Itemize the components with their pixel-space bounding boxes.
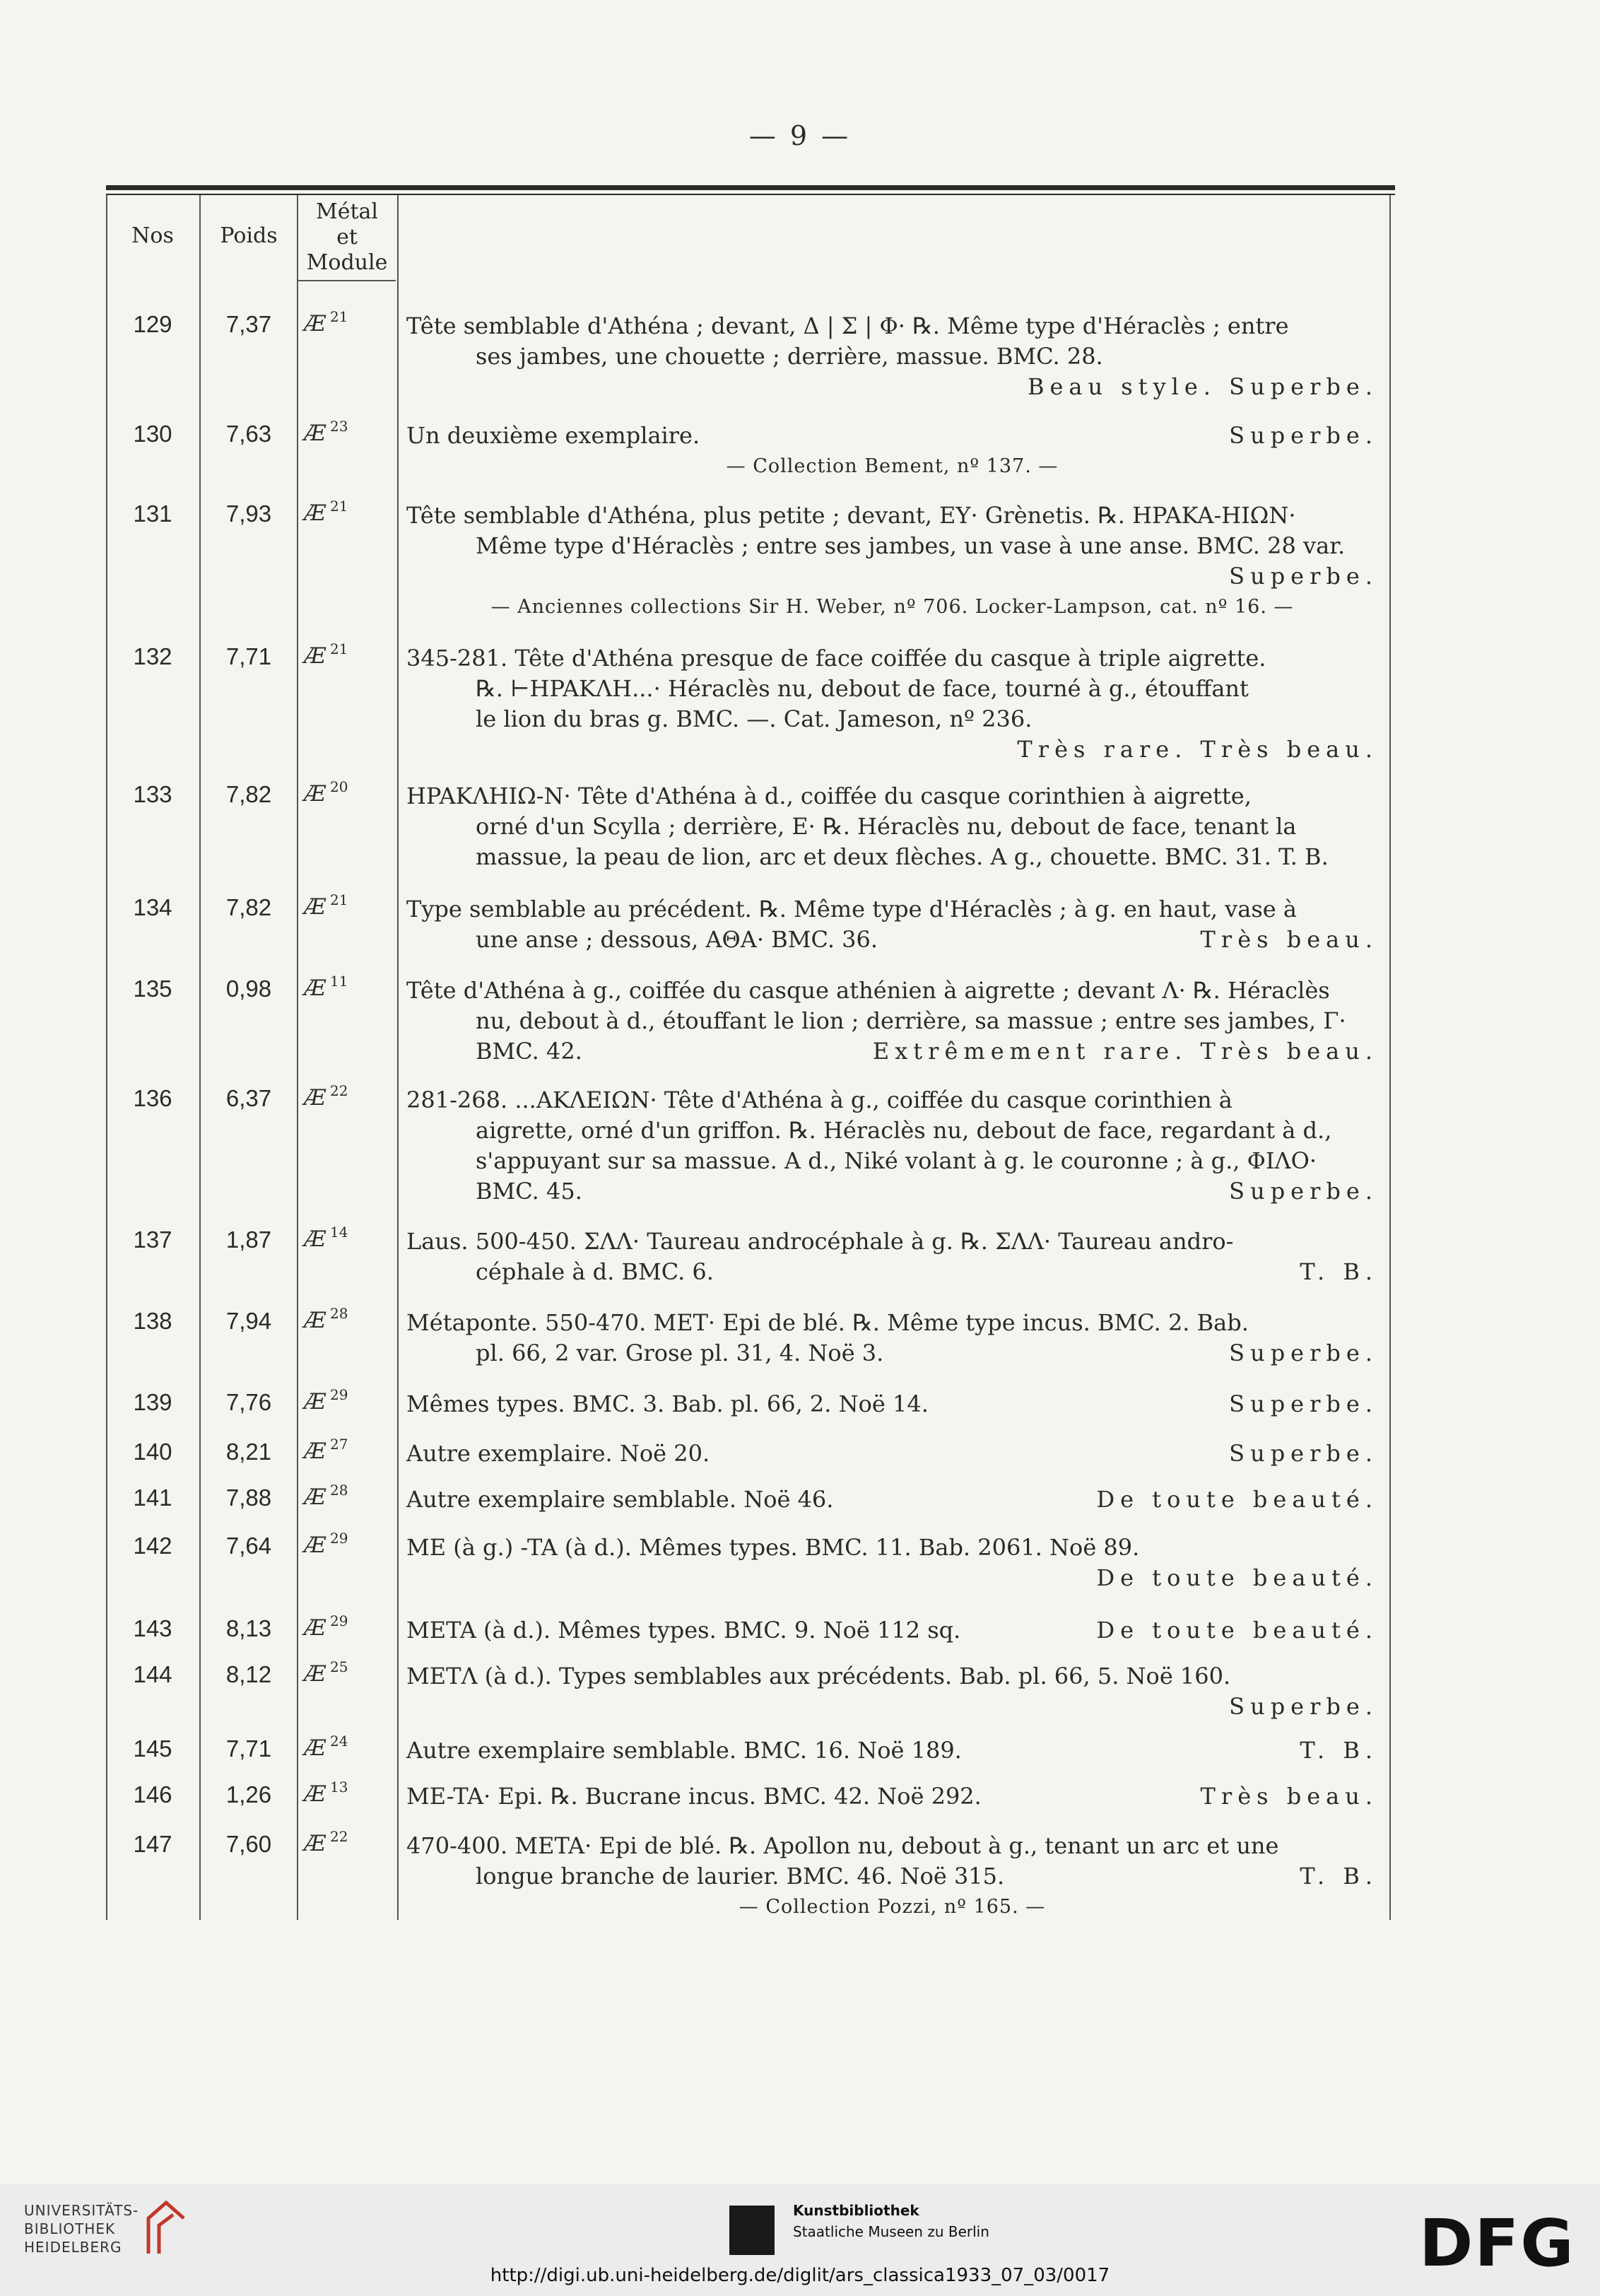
entry-description [406,1484,1378,1515]
module: 21 [330,640,348,657]
entry-weight: 7,37 [225,311,272,337]
entry-number: 144 [133,1661,172,1687]
module: 28 [330,1482,348,1499]
table-top-rule-thin [106,194,1395,195]
description-line: céphale à d. BMC. 6. [476,1258,714,1285]
metal: Æ [304,781,327,807]
entry-description [406,1615,1378,1646]
grade: T. B. [1300,1863,1378,1890]
grade: Superbe. [1229,1178,1378,1205]
entry-weight: 1,26 [225,1781,272,1808]
provenance-note: — Collection Bement, nº 137. — [726,455,1059,477]
grade: De toute beauté. [1096,1617,1378,1644]
description-line: massue, la peau de lion, arc et deux flèches. A g., chouette. BMC. 31. T. B. [476,843,1329,870]
entry-metal-module [304,640,403,669]
description-line: Autre exemplaire. Noë 20. [406,1440,710,1467]
description-line: pl. 66, 2 var. Grose pl. 31, 4. Noë 3. [476,1340,884,1366]
grade: Superbe. [1229,563,1378,590]
description-line: ME (à g.) -TA (à d.). Mêmes types. BMC. 11. Bab. 2061. Noë 89. [406,1534,1140,1561]
entry-metal-module [304,1612,403,1641]
uni-line: BIBLIOTHEK [24,2220,116,2237]
entry-metal-module [304,1781,403,1807]
entry-description [406,311,1378,402]
kb-title: Kunstbibliothek [793,2202,919,2219]
description-line: 470-400. META· Epi de blé. ℞. Apollon nu, debout à g., tenant un arc et une [406,1832,1279,1859]
metal: Æ [304,1389,327,1414]
university-logo-icon [141,2197,191,2261]
entry-number: 130 [133,421,172,447]
kunstbibliothek-logo-icon [729,2206,775,2255]
module: 11 [330,973,348,990]
entry-number: 141 [133,1484,172,1511]
dfg-logo: DFG [1419,2206,1575,2281]
entry-number: 143 [133,1615,172,1641]
entry-number: 133 [133,781,172,807]
entry-weight: 7,82 [225,781,272,807]
description-line: Type semblable au précédent. ℞. Même type d'Héraclès ; à g. en haut, vase à [406,896,1297,922]
grade: Superbe. [1229,1390,1378,1417]
description-line: Laus. 500-450. ΣΛΛ· Taureau androcéphale à g. ℞. ΣΛΛ· Taureau andro- [406,1228,1234,1255]
grade: Beau style. Superbe. [1027,373,1378,400]
entry-description [406,1389,1378,1419]
entry-description [406,976,1378,1067]
entry-description [406,1085,1378,1207]
description-line: META (à d.). Mêmes types. BMC. 9. Noë 112 sq. [406,1617,961,1644]
metal: Æ [304,1226,327,1252]
description-line: Autre exemplaire semblable. BMC. 16. Noë 189. [406,1737,962,1764]
metal: Æ [304,1661,327,1687]
grade: Superbe. [1229,1693,1378,1720]
entry-metal-module [304,1658,403,1687]
entry-weight: 7,64 [225,1533,272,1559]
module: 22 [330,1828,348,1845]
module: 20 [330,778,348,795]
description-line: BMC. 45. [476,1178,582,1205]
description-line: ME-TA· Epi. ℞. Bucrane incus. BMC. 42. Noë 292. [406,1783,982,1810]
metal: Æ [304,1533,327,1558]
entry-metal-module [304,778,403,807]
entry-number: 132 [133,643,172,669]
description-line: BMC. 42. [476,1038,582,1065]
description-line: 281-268. ...AKΛEIΩN· Tête d'Athéna à g., coiffée du casque corinthien à [406,1086,1233,1113]
module: 14 [330,1224,348,1241]
description-line: Mêmes types. BMC. 3. Bab. pl. 66, 2. Noë 14. [406,1390,929,1417]
kunstbibliothek-text [793,2200,989,2242]
description-line: aigrette, orné d'un griffon. ℞. Héraclès nu, debout de face, regardant à d., [476,1117,1332,1144]
provenance-note: — Anciennes collections Sir H. Weber, nº 706. Locker-Lampson, cat. nº 16. — [490,596,1294,618]
entry-number: 134 [133,894,172,920]
entry-description [406,1533,1378,1593]
grade: De toute beauté. [1096,1564,1378,1591]
entry-weight: 7,93 [225,500,272,527]
module: 29 [330,1386,348,1403]
footer-bar [0,2184,1600,2296]
entry-metal-module [304,1305,403,1333]
module: 29 [330,1612,348,1629]
entry-number: 145 [133,1735,172,1762]
entry-metal-module [304,1828,403,1856]
grade: Superbe. [1229,1340,1378,1366]
entry-weight: 8,13 [225,1615,272,1641]
kb-subtitle: Staatliche Museen zu Berlin [793,2223,989,2240]
entry-description [406,643,1378,765]
description-line: Tête semblable d'Athéna ; devant, Δ | Σ | Φ· ℞. Même type d'Héraclès ; entre [406,312,1289,339]
description-line: Métaponte. 550-470. MET· Epi de blé. ℞. Même type incus. BMC. 2. Bab. [406,1309,1249,1336]
entry-description [406,500,1378,622]
metal: Æ [304,1308,327,1333]
entry-description [406,1831,1378,1922]
description-line: Même type d'Héraclès ; entre ses jambes, un vase à une anse. BMC. 28 var. [476,532,1346,559]
entry-description [406,1661,1378,1722]
entry-description [406,1226,1378,1287]
entry-metal-module [304,1436,403,1464]
module: 22 [330,1082,348,1099]
entry-number: 136 [133,1085,172,1111]
grade: De toute beauté. [1096,1486,1378,1513]
entry-description [406,1439,1378,1469]
provenance-note: — Collection Pozzi, nº 165. — [739,1896,1046,1918]
university-library-logo-text [24,2201,139,2256]
module: 27 [330,1436,348,1453]
entry-weight: 7,71 [225,643,272,669]
description-line: Tête semblable d'Athéna, plus petite ; devant, EY· Grènetis. ℞. HPAKA-HIΩN· [406,502,1296,529]
module: 13 [330,1779,348,1796]
header-rule [297,280,396,281]
description-line: METΛ (à d.). Types semblables aux précédents. Bab. pl. 66, 5. Noë 160. [406,1663,1231,1689]
entry-metal-module [304,1386,403,1414]
grade: T. B. [1300,1737,1378,1764]
description-line: 345-281. Tête d'Athéna presque de face coiffée du casque à triple aigrette. [406,645,1266,672]
description-line: Autre exemplaire semblable. Noë 46. [406,1486,834,1513]
module: 25 [330,1658,348,1675]
entry-weight: 1,87 [225,1226,272,1253]
description-line: une anse ; dessous, AΘA· BMC. 36. [476,926,878,953]
entry-metal-module [304,418,403,446]
entry-weight: 7,88 [225,1484,272,1511]
metal: Æ [304,1735,327,1761]
description-line: orné d'un Scylla ; derrière, E· ℞. Héraclès nu, debout de face, tenant la [476,813,1297,840]
entry-number: 131 [133,500,172,527]
module: 24 [330,1733,348,1750]
entry-description [406,781,1378,872]
entry-weight: 8,21 [225,1439,272,1465]
description-line: nu, debout à d., étouffant le lion ; derrière, sa massue ; entre ses jambes, Γ· [476,1007,1346,1034]
entry-metal-module [304,500,403,526]
page-number: — 9 — [748,120,852,151]
module: 21 [330,498,348,515]
metal: Æ [304,1831,327,1856]
entry-weight: 7,76 [225,1389,272,1415]
entry-weight: 8,12 [225,1661,272,1687]
metal: Æ [304,1781,327,1807]
entry-metal-module [304,1226,403,1252]
description-line: s'appuyant sur sa massue. A d., Niké volant à g. le couronne ; à g., ΦIΛO· [476,1147,1317,1174]
entry-number: 138 [133,1308,172,1334]
entry-metal-module [304,1484,403,1510]
grade: Très beau. [1200,1783,1378,1810]
entry-number: 139 [133,1389,172,1415]
module: 28 [330,1305,348,1322]
description-line: Un deuxième exemplaire. [406,422,700,449]
description-line: longue branche de laurier. BMC. 46. Noë 315. [476,1863,1005,1890]
entry-metal-module [304,973,403,1001]
description-line: Tête d'Athéna à g., coiffée du casque athénien à aigrette ; devant Λ· ℞. Héraclès [406,977,1330,1004]
grade: Extrêmement rare. Très beau. [872,1038,1378,1065]
grade: Très rare. Très beau. [1017,736,1378,763]
metal: Æ [304,1615,327,1641]
header-nos: Nos [131,223,174,248]
description-line: HPAKΛHIΩ-N· Tête d'Athéna à d., coiffée du casque corinthien à aigrette, [406,783,1252,809]
metal: Æ [304,1439,327,1464]
metal: Æ [304,1085,327,1111]
metal: Æ [304,1484,327,1510]
module: 21 [330,891,348,908]
entry-number: 142 [133,1533,172,1559]
description-line: le lion du bras g. BMC. —. Cat. Jameson, nº 236. [476,705,1033,732]
entry-number: 146 [133,1781,172,1808]
entry-weight: 7,94 [225,1308,272,1334]
entry-weight: 0,98 [225,976,272,1002]
metal: Æ [304,421,327,446]
module: 23 [330,418,348,435]
entry-number: 147 [133,1831,172,1857]
entry-number: 140 [133,1439,172,1465]
entry-description [406,1781,1378,1812]
metal: Æ [304,894,327,920]
entry-description [406,894,1378,955]
grade: Superbe. [1229,422,1378,449]
entry-metal-module [304,1082,403,1111]
header-metal: Métal et Module [306,199,388,275]
entry-weight: 7,71 [225,1735,272,1762]
entry-metal-module [304,891,403,920]
entry-weight: 7,60 [225,1831,272,1857]
description-line: ses jambes, une chouette ; derrière, massue. BMC. 28. [476,343,1103,370]
source-url[interactable]: http://digi.ub.uni-heidelberg.de/diglit/ars_classica1933_07_03/0017 [490,2265,1110,2286]
entry-weight: 7,63 [225,421,272,447]
column-rule [1389,195,1391,1920]
entry-description [406,1735,1378,1766]
entry-metal-module [304,308,403,336]
entry-weight: 7,82 [225,894,272,920]
column-rule [297,195,298,1920]
module: 21 [330,308,348,325]
uni-line: UNIVERSITÄTS- [24,2202,139,2219]
metal: Æ [304,976,327,1001]
entry-metal-module [304,1735,403,1761]
metal: Æ [304,643,327,669]
header-poids: Poids [220,223,278,248]
entry-weight: 6,37 [225,1085,272,1111]
entry-number: 135 [133,976,172,1002]
uni-line: HEIDELBERG [24,2239,122,2256]
entry-description [406,421,1378,481]
grade: T. B. [1300,1258,1378,1285]
metal: Æ [304,500,327,526]
entry-description [406,1308,1378,1369]
grade: Très beau. [1200,926,1378,953]
entry-metal-module [304,1530,403,1558]
grade: Superbe. [1229,1440,1378,1467]
entry-number: 137 [133,1226,172,1253]
entry-number: 129 [133,311,172,337]
table-top-rule [106,185,1395,190]
module: 29 [330,1530,348,1547]
description-line: ℞. ⊢HPAKΛH...· Héraclès nu, debout de face, tourné à g., étouffant [476,675,1249,702]
metal: Æ [304,311,327,336]
